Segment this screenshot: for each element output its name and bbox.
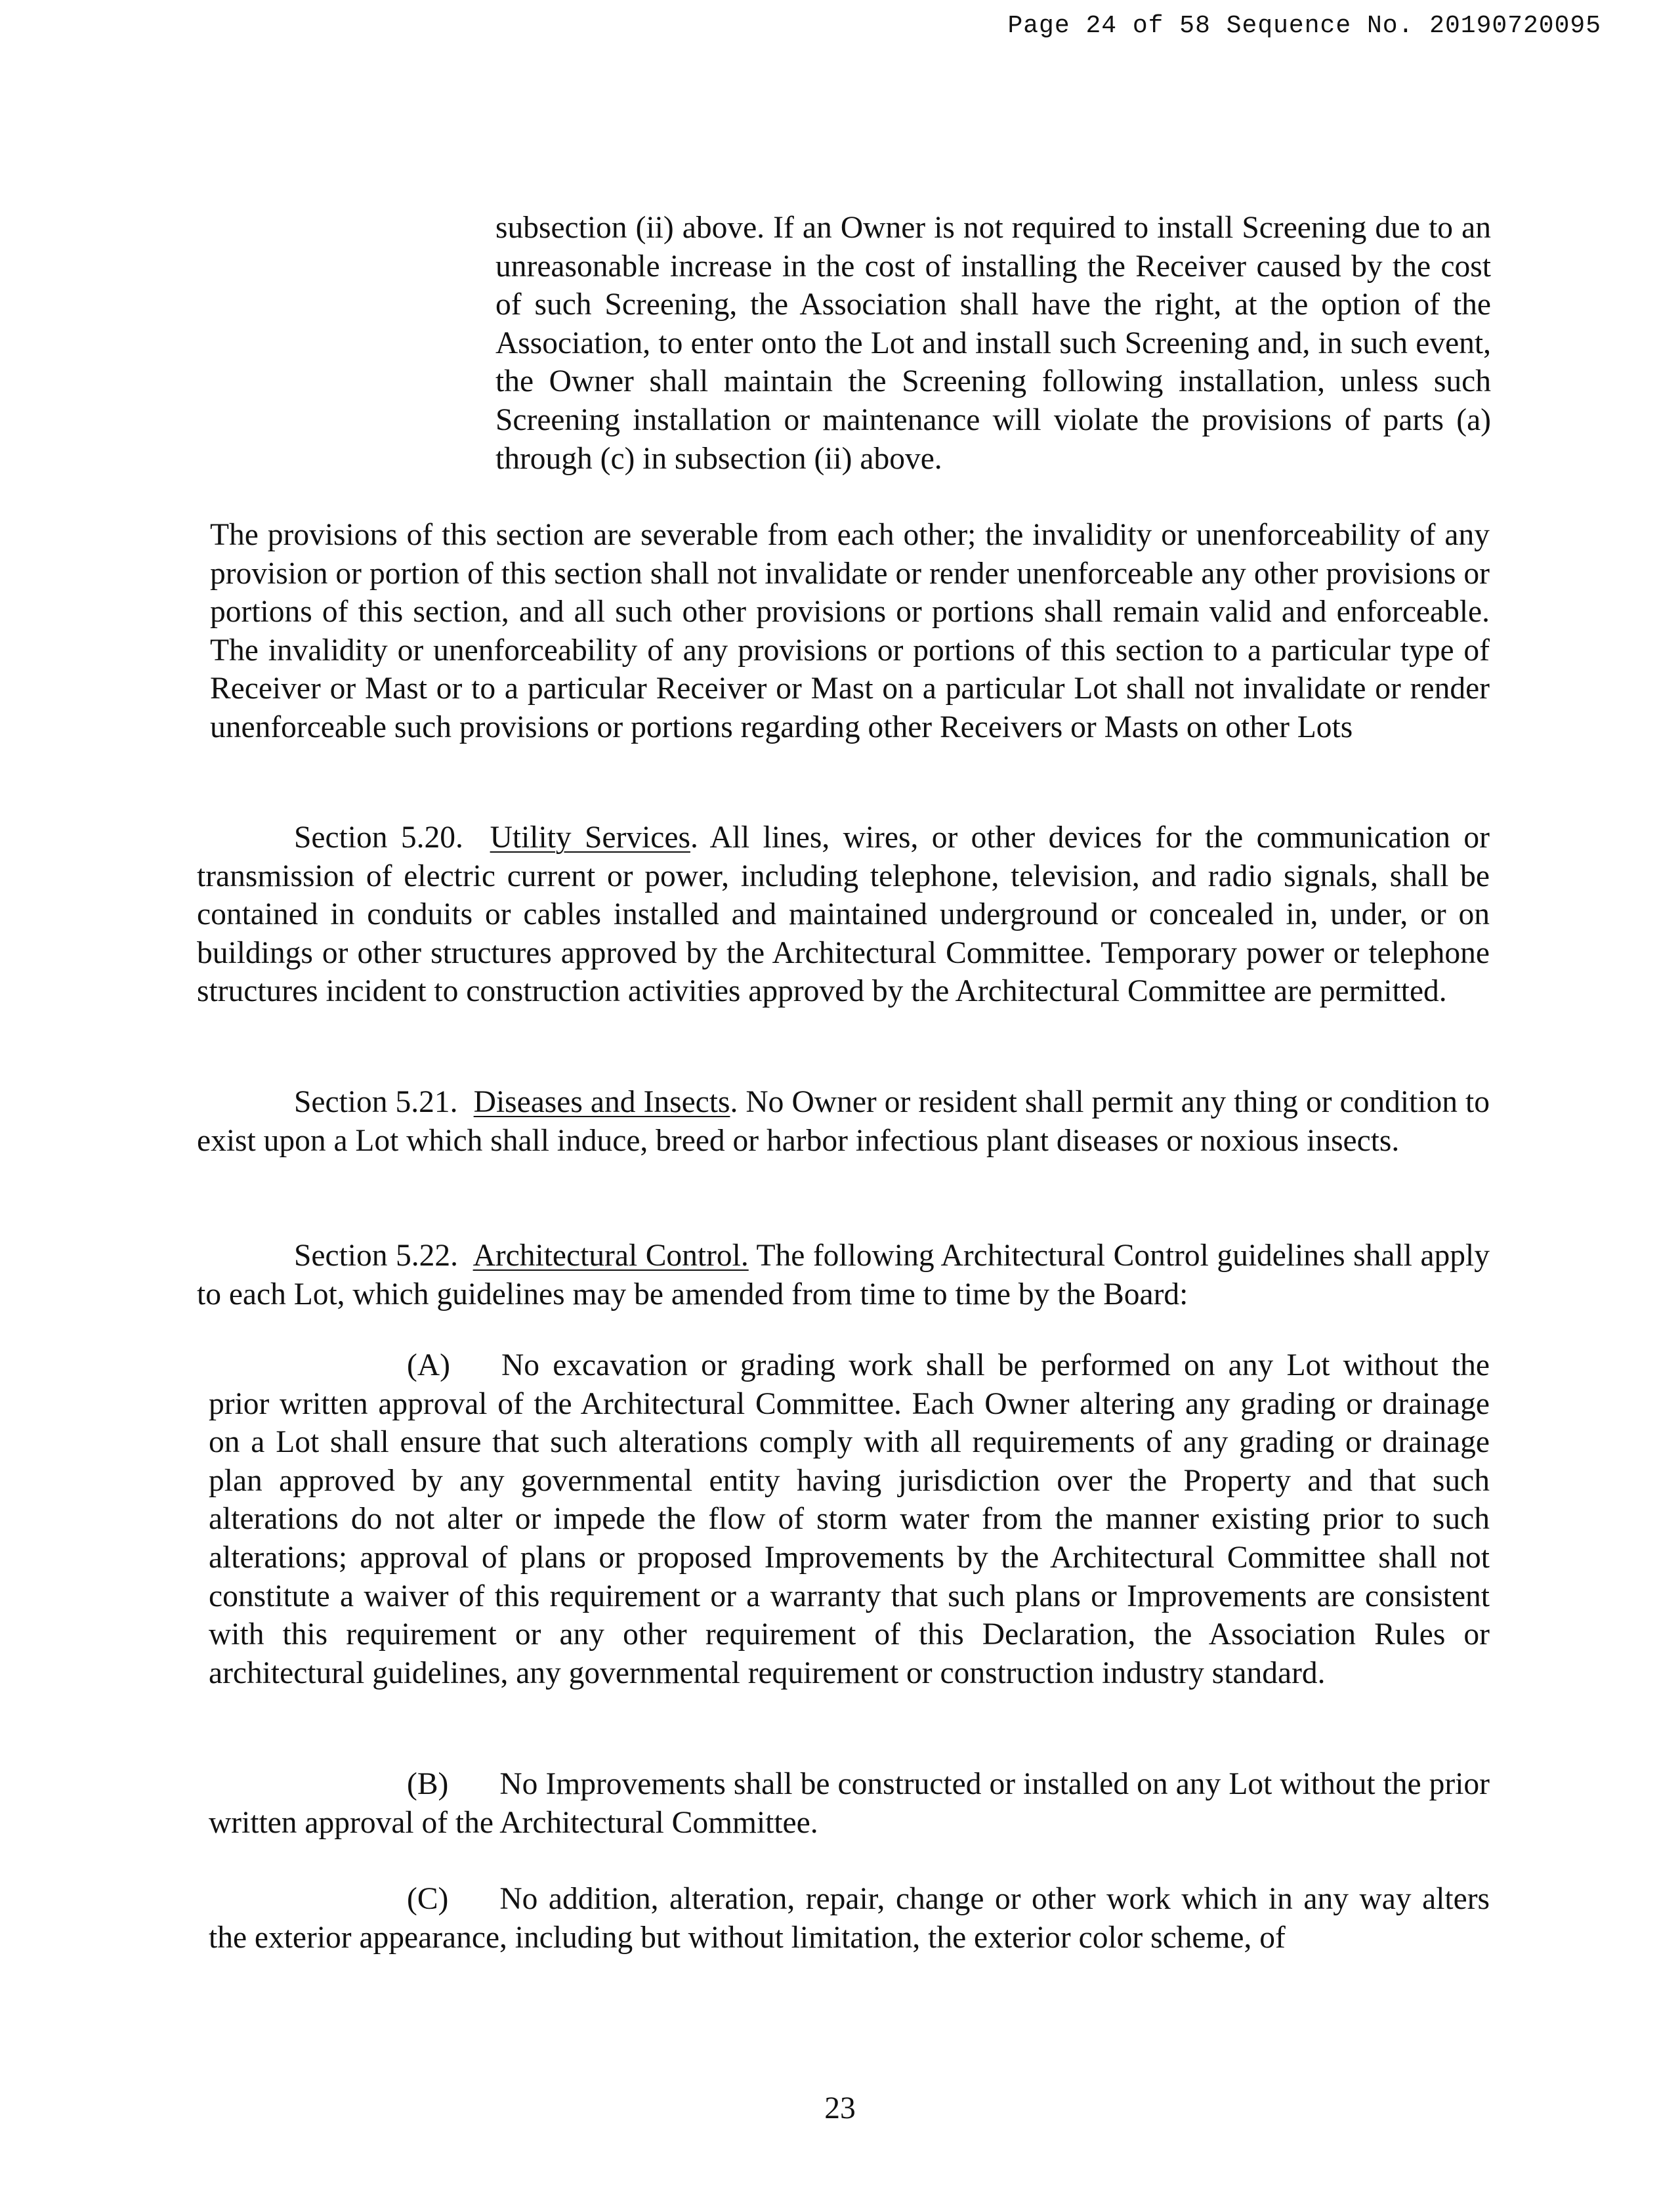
subsection-label: (A) bbox=[407, 1348, 450, 1382]
section-number: Section 5.21. bbox=[294, 1085, 458, 1119]
subsection-b bbox=[209, 1765, 1490, 1842]
subsection-text: No addition, alteration, repair, change or other work which in any way alters the exterior appearance, including but without limitation, the exterior color scheme, of bbox=[209, 1882, 1490, 1955]
section-title: Utility Services bbox=[490, 820, 690, 855]
section-body: . All lines, wires, or other devices for the communication or transmission of electric current or power, including telephone, television, and radio signals, shall be contained in conduits or cables installed and maintained underground or concealed in, under, or on buildings or other structures approved by the Architectural Committee. Temporary power or telephone structures incident to construction activities approved by the Architectural Committee are permitted. bbox=[197, 820, 1490, 1009]
subsection-text: No Improvements shall be constructed or installed on any Lot without the prior written approval of the Architectural Committee. bbox=[209, 1767, 1490, 1840]
subsection-label: (B) bbox=[407, 1767, 449, 1801]
page-sequence-header: Page 24 of 58 Sequence No. 20190720095 bbox=[1007, 12, 1601, 40]
section-number: Section 5.20. bbox=[294, 820, 463, 855]
section-body: . No Owner or resident shall permit any thing or condition to exist upon a Lot which shall induce, breed or harbor infectious plant diseases or noxious insects. bbox=[197, 1085, 1490, 1158]
subsection-a bbox=[209, 1346, 1490, 1692]
severability-paragraph bbox=[210, 516, 1490, 747]
subsection-label: (C) bbox=[407, 1882, 449, 1916]
section-5-21 bbox=[197, 1083, 1490, 1160]
section-number: Section 5.22. bbox=[294, 1239, 459, 1273]
subsection-text: No excavation or grading work shall be performed on any Lot without the prior written approval of the Architectural Committee. Each Owner altering any grading or drainage on a Lot shall ensure that such alterations comply with all requirements of any grading or drainage plan approved by any governmental entity having jurisdiction over the Property and that such alterations do not alter or impede the flow of storm water from the manner existing prior to such alterations; approval of plans or proposed Improvements by the Architectural Committee shall not constitute a waiver of this requirement or a warranty that such plans or Improvements are consistent with this requirement or any other requirement of this Declaration, the Association Rules or architectural guidelines, any governmental requirement or construction industry standard. bbox=[209, 1348, 1490, 1690]
section-body: The following Architectural Control guidelines shall apply to each Lot, which guidelines may be amended from time to time by the Board: bbox=[197, 1239, 1490, 1311]
section-5-22 bbox=[197, 1237, 1490, 1313]
continuation-paragraph bbox=[495, 209, 1491, 478]
section-5-20 bbox=[197, 819, 1490, 1011]
subsection-c bbox=[209, 1880, 1490, 1957]
severability-text: The provisions of this section are severable from each other; the invalidity or unenforceability of any provision or portion of this section shall not invalidate or render unenforceable any other provisions or portions of this section, and all such other provisions or portions shall remain valid and enforceable. The invalidity or unenforceability of any provisions or portions of this section to a particular type of Receiver or Mast or to a particular Receiver or Mast on a particular Lot shall not invalidate or render unenforceable such provisions or portions regarding other Receivers or Masts on other Lots bbox=[210, 518, 1490, 744]
continuation-text: subsection (ii) above. If an Owner is not required to install Screening due to an unreasonable increase in the cost of installing the Receiver caused by the cost of such Screening, the Association shall have the right, at the option of the Association, to enter onto the Lot and install such Screening and, in such event, the Owner shall maintain the Screening following installation, unless such Screening installation or maintenance will violate the provisions of parts (a) through (c) in subsection (ii) above. bbox=[495, 211, 1491, 476]
section-title: Architectural Control. bbox=[472, 1239, 749, 1273]
section-title: Diseases and Insects bbox=[473, 1085, 730, 1119]
page-number: 23 bbox=[824, 2091, 856, 2125]
